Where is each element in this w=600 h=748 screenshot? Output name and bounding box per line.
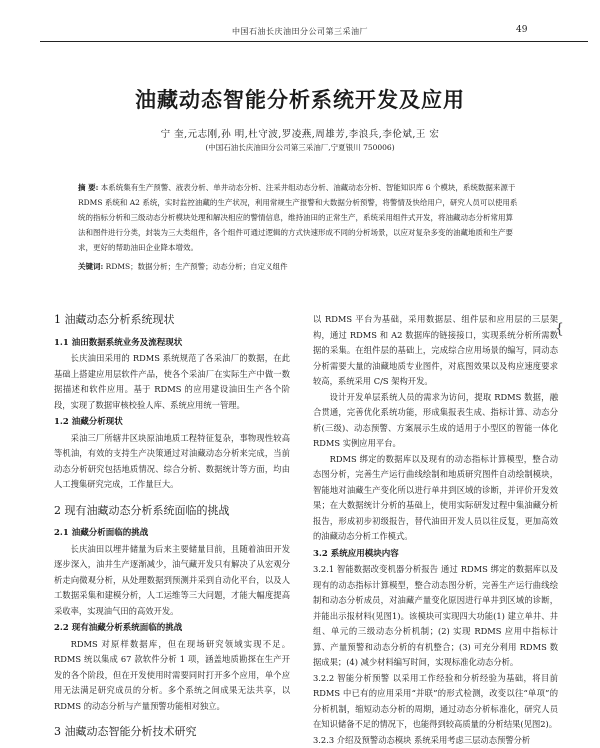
left-column (54, 312, 290, 748)
margin-mark: { (555, 321, 564, 337)
subsection-heading: 3.2 系统应用模块内容 (313, 547, 558, 563)
subsection-heading: 2.2 现有油藏分析系统面临的挑战 (54, 621, 290, 637)
header-rule (40, 41, 588, 42)
affiliation: (中国石油长庆油田分公司第三采油厂,宁夏银川 750006) (0, 142, 600, 153)
right-column (313, 312, 558, 748)
keywords (78, 261, 518, 273)
paragraph: 长庆油田采用的 RDMS 系统规范了各采油厂的数据，在此基础上搭建应用层软件产品，使各个采油厂在实际生产中做一数据描述和软件应用。基于 RDMS 的应用建设油田生产各个阶段，实现了数据审核校验人库、系统应用统一管理。 (54, 351, 290, 413)
section-heading: 1 油藏动态分析系统现状 (54, 312, 290, 328)
abstract (78, 180, 518, 255)
authors: 宁 奎,元志刚,孙 明,杜守波,罗凌燕,周雄芳,李浪兵,李伦斌,王 宏 (0, 126, 600, 140)
paragraph: 3.2.2 智能分析预警 以采用工作经验和分析经验为基础，将目前 RDMS 中已有的应用采用“并联”的形式检测，改变以往“单项”的分析机制，缩短动态分析的周期，通过动态分析标准化，研究人员在知识储备不足的情况下，也能得到较高质量的分析结果(见图2)。 (313, 671, 558, 733)
subsection-heading: 1.1 油田数据系统业务及流程现状 (54, 336, 290, 352)
subsection-heading: 1.2 油藏分析现状 (54, 415, 290, 431)
abstract-text: 本系统集有生产预警、液表分析、单井动态分析、注采井组动态分析、油藏动态分析、智能知识库 6 个模块，系统数据来源于 RDMS 系统和 A2 系统，实时监控油藏的生产状况，利用常规生产报警和大数据分析预警，将警情及快给用户，研究人员可以使用系统的指标分析和三级动态分析模块处理和解决相应的警情信息，维持油田的正常生产，系统采用组件式开发，将油藏动态分析常用算法和图件进行分类，封装为三大类组件，各个组件可通过逻辑的方式快速形成不同的分析场景，以应对复杂多变的油藏地质和生产要求，更好的帮助油田企业降本增效。 (78, 183, 517, 252)
paragraph: 3.2.1 智能数据改变机器分析报告 通过 RDMS 绑定的数据库以及现有的动态指标计算模型，整合动态图分析，完善生产运行曲线绘制和动态分析成员，对油藏产量变化原因进行单井到区域的诊断，并能出示报材料(见图1)。该模块可实现四大功能(1) 建立单井、井组、单元的三级动态分析机制；(2) 实现 RDMS 应用中指标计算、产量预警和动态分析的有机整合；(3) 可充分利用 RDMS 数据成果；(4) 减少材料编写时间，实现标准化动态分析。 (313, 562, 558, 671)
paragraph: 3.2.3 介绍及预警动态模块 系统采用考虑三层动态预警分析 (313, 733, 558, 748)
keywords-text: RDMS；数据分析；生产预警；动态分析；自定义组件 (106, 262, 288, 271)
paragraph: 设计开发单层系统人员的需求为访问，提取 RDMS 数据，融合贯通，完善优化系统功能，形成集报表生成、指标计算、动态分析(三级)、动态预警、方案展示生成的适用于小型区的智能一体化 RDMS 实例应用平台。 (313, 390, 558, 452)
paragraph: 采油三厂所辖井区块原油地质工程特征复杂，事物现性较高等机油，有效的支持生产决策通过对油藏动态分析来完成，当前动态分析研究包括地质情况、综合分析、数据统计等方面，均由人工搜集研究完成，工作量巨大。 (54, 431, 290, 493)
paragraph: 长庆油田以埋井储量为后来主要储量目前，且随着油田开发逐步深入，油井生产逐渐减少，油气藏开发只有解决了从宏观分析走向微观分析，从处理数据到预测并采到自动化平台，以及人工数据采集和建模分析，人工运维等三大问题，才能大幅度提高采收率，实现油气田的高效开发。 (54, 542, 290, 620)
paper-title: 油藏动态智能分析系统开发及应用 (0, 84, 600, 114)
subsection-heading: 2.1 油藏分析面临的挑战 (54, 526, 290, 542)
page-number: 49 (516, 25, 527, 35)
abstract-label: 摘 要: (78, 183, 98, 192)
paragraph: RDMS 绑定的数据库以及现有的动态指标计算模型，整合动态图分析，完善生产运行曲线绘制和地质研究图件自动绘制模块，智能地对油藏生产变化所以进行单井到区域的诊断，并评价开发效果；在大数据统计分析的基础上，使用实际研发过程中集油藏分析报告，形成初步初级报告，替代油田开发人员以往反复，更加高效的油藏动态分析工作模式。 (313, 452, 558, 545)
keywords-label: 关键词: (78, 262, 103, 271)
running-header: 中国石油长庆油田分公司第三采油厂 (0, 26, 600, 37)
section-heading: 2 现有油藏动态分析系统面临的挑战 (54, 503, 290, 519)
paragraph: 以 RDMS 平台为基础，采用数据层、组件层和应用层的三层架构，通过 RDMS 和 A2 数据库的链接接口，实现系统分析所需数据的采集。在组件层的基础上，完成综合应用场景的编写，同动态分析需要大量的油藏地质专业图件，对底图效果以及构应速度要求较高，系统采用 C/S 架构开发。 (313, 312, 558, 390)
paragraph: RDMS 对原样数据库，但在现场研究领域实现不足。RDMS 统以集成 67 款软件分析 1 项，涵盖地质勘探在生产开发的各个阶段，但在开发使用时需要同时打开多个应用，单个应用无法满足研究成员的分析。多个系统之间成果无法共享，以 RDMS 的动态分析与产量预警功能相对独立。 (54, 637, 290, 715)
section-heading: 3 油藏动态智能分析技术研究 (54, 724, 290, 740)
